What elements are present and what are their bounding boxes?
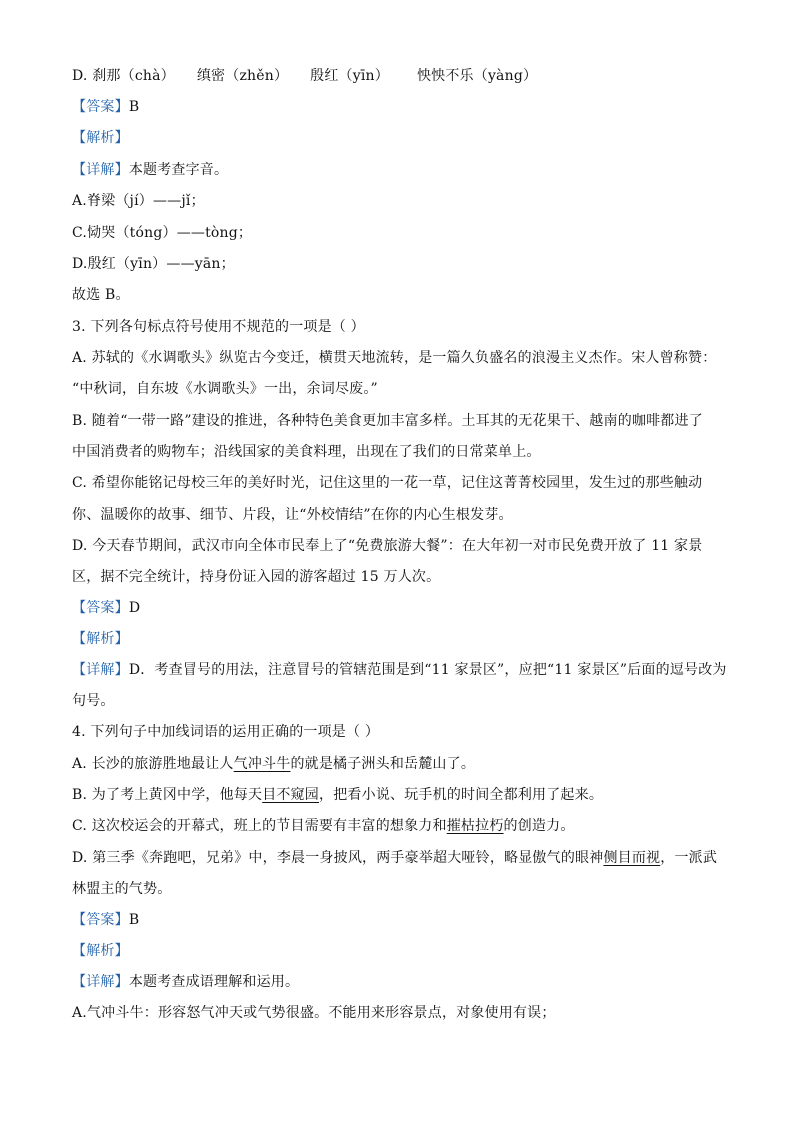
q4-option-c-post: 的创造力。	[503, 818, 575, 834]
q3-detail-line2: 句号。	[72, 693, 115, 709]
q4-detail	[72, 973, 299, 991]
q3-option-d-line1: D. 今天春节期间，武汉市向全体市民奉上了“免费旅游大餐”：在大年初一对市民免费开放了 11 家景	[72, 538, 703, 554]
q4-option-d-underlined: 侧目而视	[603, 850, 661, 866]
q4-detail-a: A.气冲斗牛：形容怒气冲天或气势很盛。不能用来形容景点，对象使用有误；	[72, 1005, 556, 1021]
q4-option-c-underlined: 摧枯拉朽	[446, 818, 504, 834]
q3-stem: 3. 下列各句标点符号使用不规范的一项是（ ）	[72, 319, 365, 335]
q3-option-b-line2: 中国消费者的购物车；沿线国家的美食料理，出现在了我们的日常菜单上。	[72, 444, 541, 460]
q4-option-a-pre: A. 长沙的旅游胜地最让人	[72, 756, 234, 772]
q3-analysis	[72, 630, 129, 648]
analysis-tag: 【解析】	[72, 130, 129, 146]
q3-option-c-line2: 你、温暖你的故事、细节、片段，让“外校情结”在你的内心生根发芽。	[72, 507, 513, 523]
q4-option-d-pre: D. 第三季《奔跑吧，兄弟》中，李晨一身披风，两手豪举超大哑铃，略显傲气的眼神	[72, 850, 604, 866]
answer-tag: 【答案】	[72, 99, 129, 115]
q4-option-c-pre: C. 这次校运会的开幕式，班上的节目需要有丰富的想象力和	[72, 818, 447, 834]
q2-option-d-part-b: 缜密（zhěn）	[196, 68, 289, 84]
analysis-tag: 【解析】	[72, 631, 129, 647]
q2-detail	[72, 161, 228, 179]
q2-detail-a: A.脊梁（jí）——jǐ；	[72, 193, 205, 209]
q3-detail-line1	[72, 661, 727, 679]
answer-value: B	[128, 912, 140, 928]
q3-answer	[72, 599, 140, 617]
analysis-tag: 【解析】	[72, 943, 129, 959]
q2-analysis	[72, 129, 129, 147]
q2-detail-c: C.恸哭（tóng）——tòng；	[72, 225, 253, 241]
q3-option-a-line2: “中秋词，自东坡《水调歌头》一出，余词尽废。”	[72, 381, 378, 397]
q2-conclusion: 故选 B。	[72, 287, 130, 303]
q4-option-d-line2: 林盟主的气势。	[72, 881, 172, 897]
q3-option-c-line1: C. 希望你能铭记母校三年的美好时光，记住这里的一花一草，记住这菁菁校园里，发生过的那些触动	[72, 475, 703, 491]
q2-answer	[72, 98, 139, 116]
q4-option-c	[72, 817, 575, 835]
q4-option-b-pre: B. 为了考上黄冈中学，他每天	[72, 787, 263, 803]
q2-option-d-part-a: D. 刹那（chà）	[72, 68, 175, 84]
q3-option-b-line1: B. 随着“一带一路”建设的推进，各种特色美食更加丰富多样。土耳其的无花果干、越南的咖啡都进了	[72, 413, 703, 429]
detail-text: 本题考查成语理解和运用。	[128, 974, 300, 990]
q4-option-a-underlined: 气冲斗牛	[233, 756, 291, 772]
q3-option-d-line2: 区，据不完全统计，持身份证入园的游客超过 15 万人次。	[72, 569, 441, 585]
answer-tag: 【答案】	[72, 912, 129, 928]
q4-stem: 4. 下列句子中加线词语的运用正确的一项是（ ）	[72, 724, 380, 740]
q4-option-b-post: ，把看小说、玩手机的时间全都利用了起来。	[319, 787, 604, 803]
q4-option-b	[72, 786, 603, 804]
detail-text: 本题考查字音。	[128, 162, 229, 178]
answer-value: D	[128, 600, 141, 616]
q4-option-a-post: 的就是橘子洲头和岳麓山了。	[290, 756, 476, 772]
detail-tag: 【详解】	[72, 662, 129, 678]
detail-text: D．考查冒号的用法，注意冒号的管辖范围是到“11 家景区”，应把“11 家景区”后面的逗号改为	[128, 662, 727, 678]
q4-option-d-line1	[72, 849, 717, 867]
detail-tag: 【详解】	[72, 974, 129, 990]
q2-option-d-part-d: 怏怏不乐（yàng）	[416, 68, 538, 84]
answer-tag: 【答案】	[72, 600, 129, 616]
q4-analysis	[72, 942, 129, 960]
q4-option-b-underlined: 目不窥园	[262, 787, 320, 803]
q2-detail-d: D.殷红（yīn）——yān；	[72, 256, 235, 272]
q4-option-a	[72, 755, 475, 773]
q3-option-a-line1: A. 苏轼的《水调歌头》纵览古今变迁，横贯天地流转，是一篇久负盛名的浪漫主义杰作。宋人曾称赞：	[72, 350, 717, 366]
q2-option-d	[72, 67, 537, 85]
detail-tag: 【详解】	[72, 162, 129, 178]
answer-value: B	[128, 99, 140, 115]
q4-answer	[72, 911, 139, 929]
q2-option-d-part-c: 殷红（yīn）	[310, 68, 389, 84]
q4-option-d-post: ，一派武	[660, 850, 718, 866]
